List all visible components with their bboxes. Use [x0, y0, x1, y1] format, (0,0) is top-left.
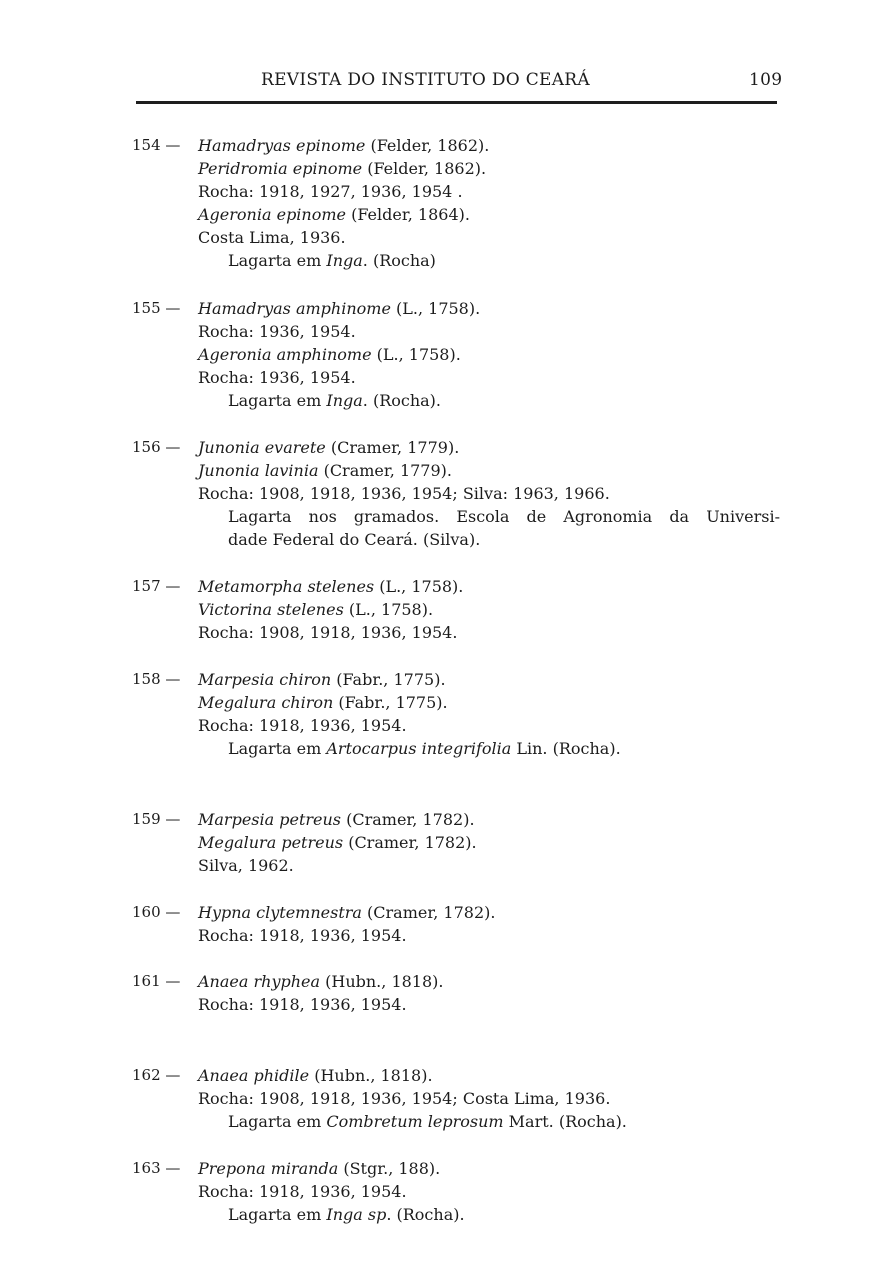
entry-line: Junonia lavinia (Cramer, 1779).: [198, 461, 452, 480]
page-number: 109: [749, 70, 783, 90]
entry-line: Ageronia amphinome (L., 1758).: [198, 345, 461, 364]
entry-line: Anaea rhyphea (Hubn., 1818).: [198, 972, 444, 991]
entry-number: 162 —: [132, 1066, 181, 1084]
entry-line: Victorina stelenes (L., 1758).: [198, 600, 434, 619]
entry-number: 157 —: [132, 577, 181, 595]
entry-number: 158 —: [132, 670, 181, 688]
entry-line: Rocha: 1918, 1936, 1954.: [198, 995, 407, 1014]
entry-line: Hamadryas epinome (Felder, 1862).: [198, 136, 490, 155]
entry-line: Lagarta em Inga. (Rocha): [228, 251, 436, 270]
entry-line: Costa Lima, 1936.: [198, 228, 346, 247]
entry-number: 155 —: [132, 299, 181, 317]
journal-title: REVISTA DO INSTITUTO DO CEARÁ: [261, 70, 590, 90]
entry-line: Rocha: 1918, 1936, 1954.: [198, 716, 407, 735]
entry-number: 154 —: [132, 136, 181, 154]
entry-line: Metamorpha stelenes (L., 1758).: [198, 577, 464, 596]
header-rule: [136, 101, 777, 104]
entry-line: Rocha: 1908, 1918, 1936, 1954; Silva: 1963, 1966.: [198, 484, 610, 503]
entry-number: 156 —: [132, 438, 181, 456]
entry-line: Lagarta nos gramados. Escola de Agronomia da Universi-: [228, 507, 780, 526]
entry-number: 160 —: [132, 903, 181, 921]
entry-line: Anaea phidile (Hubn., 1818).: [198, 1066, 433, 1085]
entry-line: Lagarta em Inga sp. (Rocha).: [228, 1205, 465, 1224]
entry-line: Hypna clytemnestra (Cramer, 1782).: [198, 903, 496, 922]
entry-line: Marpesia petreus (Cramer, 1782).: [198, 810, 475, 829]
entry-line: Megalura petreus (Cramer, 1782).: [198, 833, 477, 852]
entry-line: Marpesia chiron (Fabr., 1775).: [198, 670, 446, 689]
entry-line: Prepona miranda (Stgr., 188).: [198, 1159, 441, 1178]
entry-line: Junonia evarete (Cramer, 1779).: [198, 438, 460, 457]
entry-line: Ageronia epinome (Felder, 1864).: [198, 205, 470, 224]
entry-number: 161 —: [132, 972, 181, 990]
entry-line: Rocha: 1918, 1936, 1954.: [198, 1182, 407, 1201]
entry-line: Rocha: 1918, 1936, 1954.: [198, 926, 407, 945]
entry-line: Hamadryas amphinome (L., 1758).: [198, 299, 481, 318]
entry-line: Rocha: 1936, 1954.: [198, 322, 356, 341]
entry-line: Lagarta em Artocarpus integrifolia Lin. (Rocha).: [228, 739, 621, 758]
entry-line: Silva, 1962.: [198, 856, 294, 875]
entry-line: Rocha: 1936, 1954.: [198, 368, 356, 387]
entry-line: Rocha: 1908, 1918, 1936, 1954; Costa Lima, 1936.: [198, 1089, 611, 1108]
entry-line: Peridromia epinome (Felder, 1862).: [198, 159, 487, 178]
entry-line: Lagarta em Combretum leprosum Mart. (Rocha).: [228, 1112, 627, 1131]
entry-line: Megalura chiron (Fabr., 1775).: [198, 693, 448, 712]
running-header: [0, 66, 893, 94]
entry-line: Rocha: 1908, 1918, 1936, 1954.: [198, 623, 458, 642]
entry-line: dade Federal do Ceará. (Silva).: [228, 530, 481, 549]
entry-line: Lagarta em Inga. (Rocha).: [228, 391, 442, 410]
entry-number: 159 —: [132, 810, 181, 828]
entry-number: 163 —: [132, 1159, 181, 1177]
entry-line: Rocha: 1918, 1927, 1936, 1954 .: [198, 182, 463, 201]
